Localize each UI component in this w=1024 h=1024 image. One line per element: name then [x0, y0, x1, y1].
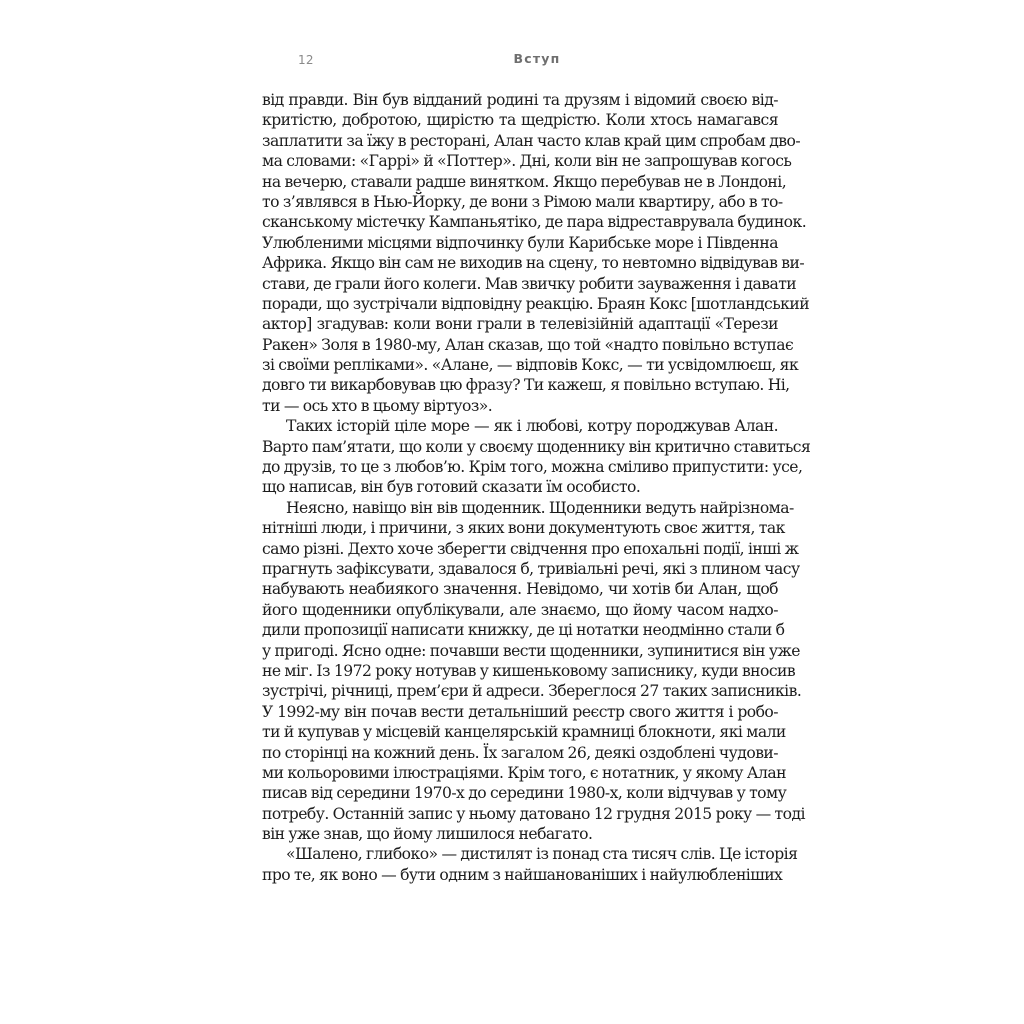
text-line: «Шалено, глибоко» — дистилят із понад ста тисяч слів. Це історія — [286, 845, 798, 864]
text-line: про те, як воно — бути одним з найшанованіших і найулюбленіших — [262, 865, 783, 884]
text-line: Таких історій ціле море — як і любові, котру породжував Алан. — [286, 417, 778, 436]
text-line: зустрічі, річниці, прем’єри й адреси. Збереглося 27 таких записників. — [262, 682, 802, 701]
body-text — [262, 90, 811, 885]
text-line: У 1992-му він почав вести детальніший реєстр свого життя і робо- — [262, 702, 778, 721]
text-line: само різні. Дехто хоче зберегти свідчення про епохальні події, інші ж — [262, 539, 799, 558]
text-line: прагнуть зафіксувати, здавалося б, тривіальні речі, які з плином часу — [262, 559, 800, 578]
running-head — [0, 50, 1024, 70]
text-line: критістю, добротою, щирістю та щедрістю. Коли хтось намагався — [262, 111, 778, 130]
text-line: він уже знав, що йому лишилося небагато. — [262, 825, 593, 844]
text-line: від правди. Він був відданий родині та друзям і відомий своєю від- — [262, 91, 778, 109]
text-line: Неясно, навіщо він вів щоденник. Щоденники ведуть найрізнома- — [286, 498, 794, 517]
text-line: набувають неабиякого значення. Невідомо, чи хотів би Алан, щоб — [262, 580, 778, 599]
text-line: довго ти викарбовував цю фразу? Ти кажеш, я повільно вступаю. Ні, — [262, 376, 790, 395]
text-line: дили пропозиції написати книжку, де ці нотатки неодмінно стали б — [262, 621, 785, 640]
text-line: Варто пам’ятати, що коли у своєму щоденнику він критично ставиться — [262, 437, 811, 456]
text-line: актор] згадував: коли вони грали в телевізійній адаптації «Терези — [262, 315, 778, 334]
text-line: його щоденники опублікували, але знаємо, що йому часом надхо- — [262, 600, 778, 619]
text-line: Африка. Якщо він сам не виходив на сцену, то невтомно відвідував ви- — [262, 254, 805, 273]
chapter-title: Вступ — [513, 51, 561, 66]
text-line: то з’являвся в Нью-Йорку, де вони з Рімою мали квартиру, або в то- — [262, 192, 783, 211]
text-line: Улюбленими місцями відпочинку були Карибське море і Південна — [262, 233, 778, 252]
text-line: ми кольоровими ілюстраціями. Крім того, є нотатник, у якому Алан — [262, 763, 786, 782]
text-line: Ракен» Золя в 1980-му, Алан сказав, що той «надто повільно вступає — [262, 335, 794, 354]
text-line: по сторінці на кожний день. Їх загалом 26, деякі оздоблені чудови- — [262, 743, 778, 762]
text-line: поради, що зустрічали відповідну реакцію. Браян Кокс [шотландський — [262, 294, 810, 313]
text-line: ти — ось хто в цьому віртуоз». — [262, 396, 493, 415]
paragraph-3 — [262, 498, 805, 845]
paragraph-4 — [262, 844, 798, 885]
text-line: зі своїми репліками». «Алане, — відповів Кокс, — ти усвідомлюєш, як — [262, 356, 799, 375]
text-line: до друзів, то це з любов’ю. Крім того, можна сміливо припустити: усе, — [262, 458, 803, 477]
text-line: що написав, він був готовий сказати їм особисто. — [262, 478, 641, 497]
text-line: писав від середини 1970-х до середини 1980-х, коли відчував у тому — [262, 784, 787, 803]
page-number: 12 — [298, 53, 314, 67]
text-line: сканському містечку Кампаньятіко, де пара відреставрувала будинок. — [262, 213, 807, 232]
text-line: на вечерю, ставали радше винятком. Якщо перебував не в Лондоні, — [262, 172, 787, 191]
text-line: ма словами: «Гаррі» й «Поттер». Дні, коли він не запрошував когось — [262, 152, 792, 171]
text-line: заплатити за їжу в ресторані, Алан часто клав край цим спробам дво- — [262, 131, 801, 150]
text-line: потребу. Останній запис у ньому датовано 12 грудня 2015 року — тоді — [262, 804, 805, 823]
text-line: не міг. Із 1972 року нотував у кишеньковому записнику, куди вносив — [262, 661, 796, 680]
text-line: нітніші люди, і причини, з яких вони документують своє життя, так — [262, 519, 785, 538]
paragraph-2 — [262, 416, 811, 498]
text-line: стави, де грали його колеги. Мав звичку робити зауваження і давати — [262, 274, 797, 293]
text-line: ти й купував у місцевій канцелярській крамниці блокноти, які мали — [262, 723, 786, 742]
text-line: у пригоді. Ясно одне: почавши вести щоденники, зупинитися він уже — [262, 641, 800, 660]
paragraph-1 — [262, 90, 810, 416]
